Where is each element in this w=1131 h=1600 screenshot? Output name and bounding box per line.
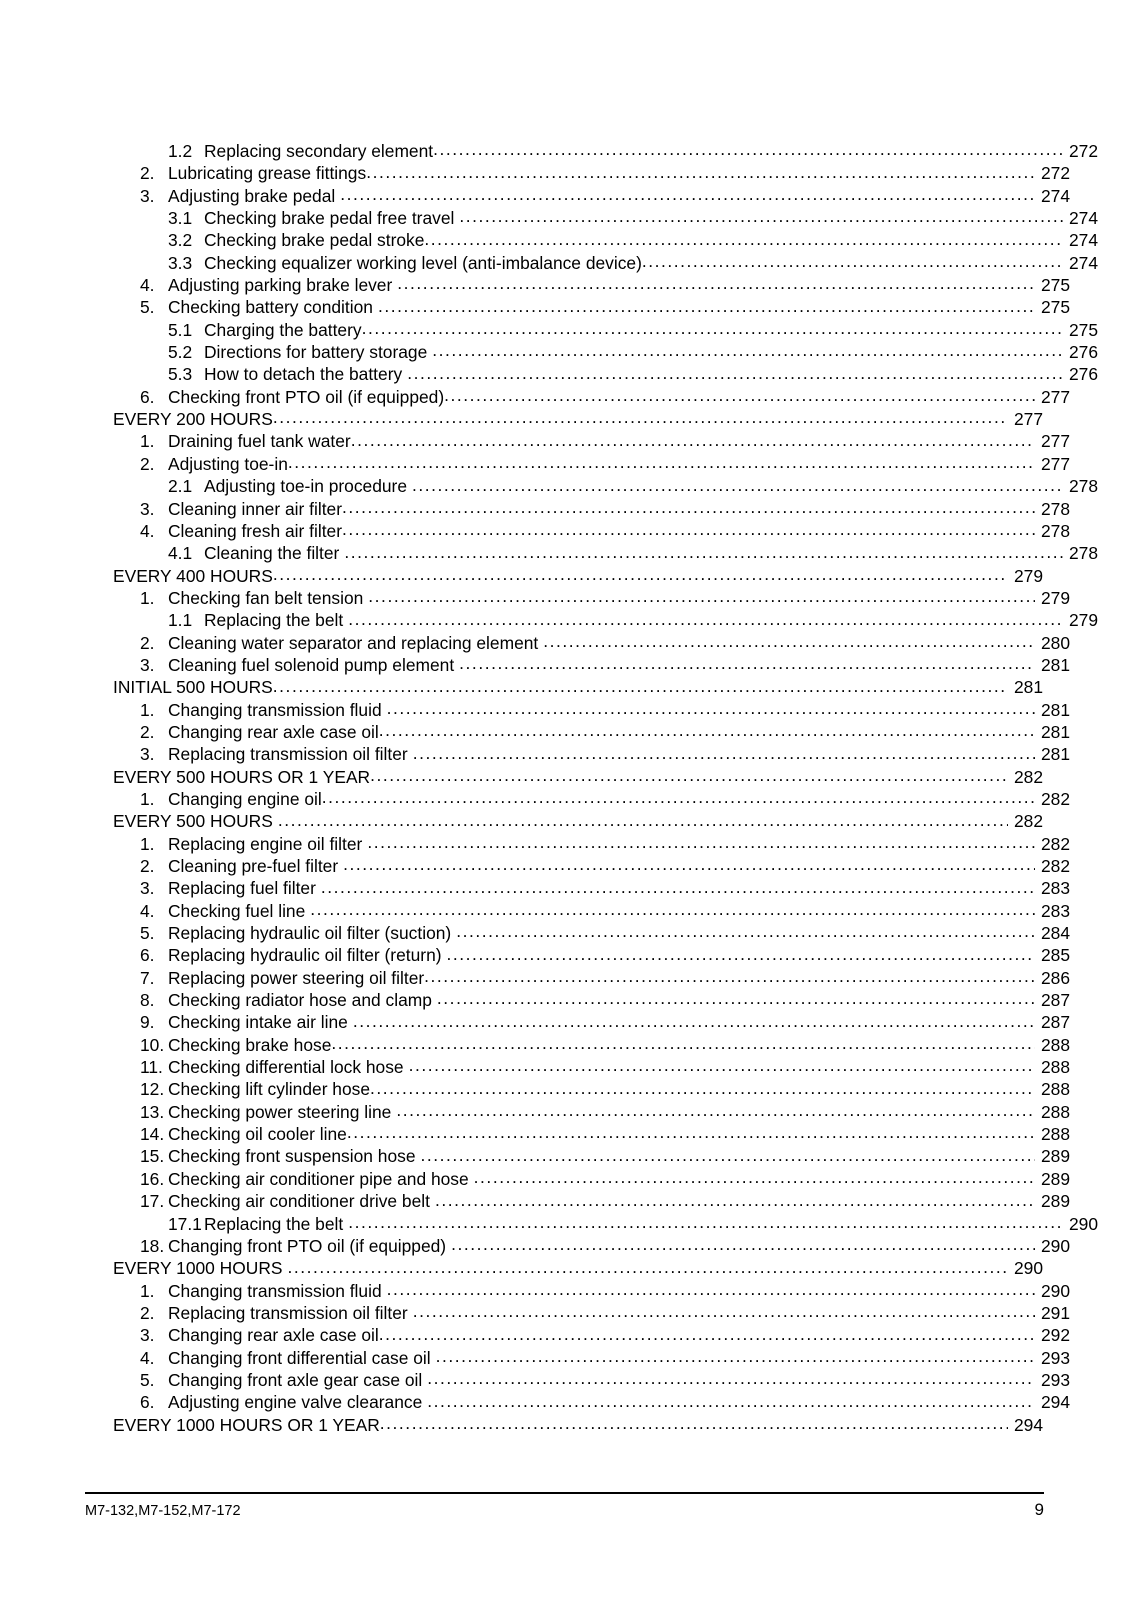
toc-entry[interactable] [113,274,1070,296]
toc-dot-leader [409,1059,1035,1076]
toc-dot-leader [273,568,1008,585]
toc-entry-label: Checking battery condition [168,297,373,318]
toc-entry-label: Changing engine oil [168,788,322,809]
toc-entry-number: 5. [140,297,155,318]
toc-entry-page: 277 [1040,431,1070,452]
toc-entry-page: 282 [1040,856,1070,876]
toc-entry-label: Replacing hydraulic oil filter (return) [168,945,442,966]
toc-entry-page: 276 [1068,342,1098,363]
toc-entry-label: Cleaning inner air filter [168,498,342,519]
toc-entry-number: 17.1 [168,1213,202,1234]
toc-entry[interactable] [113,1056,1070,1078]
toc-dot-leader [331,1037,1035,1054]
toc-entry-label: Checking differential lock hose [168,1057,404,1078]
toc-entry[interactable] [113,1145,1070,1167]
footer-divider [85,1492,1044,1494]
toc-entry-page: 277 [1040,386,1070,407]
toc-entry-label: Directions for battery storage [204,342,428,363]
toc-dot-leader [348,1216,1063,1233]
toc-entry-page: 294 [1040,1392,1070,1413]
toc-entry[interactable] [113,1034,1070,1056]
toc-entry[interactable] [113,1324,1070,1346]
toc-dot-leader [436,1350,1035,1367]
toc-dot-leader [321,881,1035,898]
toc-entry-page: 287 [1040,1012,1070,1033]
toc-entry[interactable] [113,654,1070,676]
toc-dot-leader [351,434,1035,451]
toc-entry-page: 288 [1040,1079,1070,1100]
toc-entry-page: 288 [1040,1124,1070,1145]
toc-entry-label: Charging the battery [204,319,362,340]
toc-entry-label: Checking fan belt tension [168,587,364,608]
toc-entry-page: 279 [1040,587,1070,608]
toc-dot-leader [370,1082,1035,1099]
toc-entry-label: Replacing fuel filter [168,878,316,899]
toc-entry-label: Adjusting parking brake lever [168,275,393,296]
toc-entry-page: 289 [1040,1168,1070,1189]
toc-entry-page: 288 [1040,1057,1070,1078]
toc-entry-label: How to detach the battery [204,364,403,385]
toc-entry-page: 278 [1068,476,1098,497]
toc-entry-number: 7. [140,967,155,988]
toc-entry-page: 283 [1040,900,1070,921]
toc-dot-leader [427,1395,1035,1412]
toc-dot-leader [362,322,1063,339]
toc-entry-number: 5.1 [168,319,193,340]
toc-entry-page: 281 [1040,744,1070,765]
toc-entry-number: 4. [140,1347,155,1368]
toc-dot-leader [342,501,1035,518]
toc-dot-leader [642,255,1063,272]
toc-dot-leader [288,456,1035,473]
toc-entry-label: Checking air conditioner pipe and hose [168,1168,469,1189]
toc-entry-number: 10. [140,1034,165,1055]
toc-dot-leader [380,1417,1008,1434]
toc-entry-label: Changing transmission fluid [168,699,382,720]
toc-entry-number: 2.1 [168,476,193,497]
toc-entry-number: 1.2 [168,141,193,161]
toc-entry-page: 292 [1040,1325,1070,1346]
toc-entry-number: 3.1 [168,208,193,229]
toc-entry-label: Checking brake pedal stroke [204,230,425,251]
toc-entry[interactable] [113,430,1070,452]
toc-entry-page: 272 [1068,141,1098,161]
toc-entry-label: Checking air conditioner drive belt [168,1191,430,1212]
toc-entry-page: 275 [1040,275,1070,296]
toc-dot-leader [396,1104,1035,1121]
toc-entry[interactable] [113,520,1070,542]
toc-entry-page: 290 [1040,1235,1070,1256]
toc-entry-number: 5. [140,1369,155,1390]
toc-dot-leader [322,791,1035,808]
toc-dot-leader [379,1328,1035,1345]
toc-entry-label: Adjusting toe-in procedure [204,476,408,497]
toc-entry-number: 4.1 [168,543,193,564]
toc-entry[interactable] [113,1168,1070,1190]
toc-entry-label: Adjusting brake pedal [168,185,336,206]
toc-entry-page: 281 [1040,699,1070,720]
toc-entry[interactable] [113,632,1070,654]
toc-dot-leader [427,1372,1035,1389]
toc-entry-page: 286 [1040,967,1070,988]
toc-dot-leader [366,166,1035,183]
toc-entry[interactable] [113,229,1098,251]
toc-entry-page: 288 [1040,1101,1070,1122]
toc-entry-label: Changing rear axle case oil [168,1325,379,1346]
toc-entry-number: 3. [140,498,155,519]
toc-entry-label: EVERY 200 HOURS [113,409,273,430]
toc-entry-label: Replacing secondary element [204,141,434,161]
toc-entry[interactable] [113,1213,1098,1235]
toc-entry[interactable] [113,587,1070,609]
toc-entry-number: 2. [140,721,155,742]
toc-entry[interactable] [113,1078,1070,1100]
toc-dot-leader [456,925,1035,942]
toc-entry-label: Replacing the belt [204,610,344,631]
toc-entry[interactable] [113,319,1098,341]
toc-dot-leader [379,724,1035,741]
toc-entry-label: Checking intake air line [168,1012,348,1033]
toc-entry[interactable] [113,296,1070,318]
toc-entry-page: 276 [1068,364,1098,385]
toc-entry-label: Checking equalizer working level (anti-imbalance device) [204,252,642,273]
toc-entry-number: 11. [140,1057,163,1078]
toc-entry-number: 3. [140,185,155,206]
toc-entry-page: 274 [1068,252,1098,273]
toc-entry-number: 1. [140,699,155,720]
toc-entry-page: 284 [1040,923,1070,944]
toc-dot-leader [367,836,1035,853]
toc-entry[interactable] [113,1190,1070,1212]
toc-entry-page: 277 [1040,453,1070,474]
toc-entry-label: EVERY 400 HOURS [113,565,273,586]
toc-entry-page: 274 [1040,185,1070,206]
toc-entry-page: 275 [1068,319,1098,340]
toc-entry[interactable] [113,542,1098,564]
toc-dot-leader [273,411,1008,428]
toc-entry-number: 5. [140,923,155,944]
toc-entry-label: Cleaning fresh air filter [168,520,342,541]
toc-entry-page: 277 [1013,409,1043,430]
toc-entry-page: 279 [1013,565,1043,586]
toc-dot-leader [407,367,1063,384]
toc-entry[interactable] [113,162,1070,184]
toc-entry-page: 289 [1040,1146,1070,1167]
toc-entry[interactable] [113,922,1070,944]
toc-entry[interactable] [113,1257,1043,1279]
toc-entry[interactable] [113,944,1070,966]
table-of-contents [113,140,1098,1436]
toc-dot-leader [413,747,1035,764]
toc-dot-leader [368,590,1035,607]
toc-entry-label: Checking lift cylinder hose [168,1079,371,1100]
toc-entry[interactable] [113,609,1098,631]
toc-entry[interactable] [113,1302,1070,1324]
toc-entry-number: 17. [140,1191,165,1212]
toc-dot-leader [433,143,1063,160]
toc-entry-number: 9. [140,1012,155,1033]
toc-entry-label: Checking fuel line [168,900,306,921]
toc-entry-number: 2. [140,453,155,474]
toc-entry-label: Replacing power steering oil filter [168,967,425,988]
toc-entry-page: 274 [1068,230,1098,251]
toc-dot-leader [543,635,1035,652]
toc-entry-number: 2. [140,856,155,876]
toc-entry-number: 3. [140,1325,155,1346]
toc-entry-number: 2. [140,1302,155,1323]
toc-entry-label: Replacing engine oil filter [168,833,363,854]
toc-entry-number: 4. [140,275,155,296]
toc-entry-page: 280 [1040,632,1070,653]
toc-entry-number: 3. [140,744,155,765]
toc-entry-label: Changing front PTO oil (if equipped) [168,1235,447,1256]
toc-entry-number: 1. [140,788,155,809]
toc-entry-number: 6. [140,945,155,966]
toc-entry-label: Checking brake hose [168,1034,332,1055]
toc-entry-number: 1. [140,431,155,452]
toc-dot-leader [370,769,1008,786]
toc-dot-leader [413,1305,1035,1322]
toc-entry[interactable] [113,565,1043,587]
toc-entry-page: 290 [1040,1280,1070,1301]
toc-entry-number: 1. [140,1280,155,1301]
toc-entry-label: Replacing transmission oil filter [168,744,408,765]
toc-entry-number: 16. [140,1168,165,1189]
toc-entry[interactable] [113,1369,1070,1391]
toc-entry-number: 6. [140,1392,155,1413]
toc-entry-number: 3. [140,878,155,899]
toc-entry-page: 275 [1040,297,1070,318]
toc-entry-label: Replacing transmission oil filter [168,1302,408,1323]
toc-entry[interactable] [113,185,1070,207]
toc-entry-label: Checking front PTO oil (if equipped) [168,386,445,407]
toc-entry-number: 3. [140,654,155,675]
toc-dot-leader [387,1283,1035,1300]
toc-entry[interactable] [113,1101,1070,1123]
toc-entry-label: Cleaning pre-fuel filter [168,856,339,876]
toc-entry-page: 282 [1013,811,1043,832]
toc-dot-leader [459,657,1035,674]
toc-entry[interactable] [113,408,1043,430]
toc-entry[interactable] [113,1414,1043,1436]
toc-entry-label: Changing front axle gear case oil [168,1369,423,1390]
toc-entry-label: EVERY 1000 HOURS OR 1 YEAR [113,1414,380,1435]
toc-entry-page: 282 [1013,766,1043,787]
toc-entry[interactable] [113,207,1098,229]
toc-entry-number: 1. [140,587,155,608]
toc-entry-number: 3.2 [168,230,193,251]
toc-entry-page: 288 [1040,1034,1070,1055]
toc-entry-number: 4. [140,900,155,921]
toc-entry[interactable] [113,140,1098,162]
toc-dot-leader [342,523,1035,540]
toc-entry-number: 15. [140,1146,165,1167]
toc-entry-label: Checking front suspension hose [168,1146,416,1167]
toc-entry-label: Checking power steering line [168,1101,392,1122]
toc-entry-page: 279 [1068,610,1098,631]
toc-dot-leader [287,1261,1008,1278]
toc-entry-label: Changing front differential case oil [168,1347,431,1368]
page-number: 9 [1034,1500,1044,1519]
toc-dot-leader [343,858,1035,875]
toc-entry[interactable] [113,498,1070,520]
toc-dot-leader [432,344,1063,361]
toc-entry-page: 281 [1040,721,1070,742]
toc-entry-number: 5.3 [168,364,193,385]
toc-entry-label: EVERY 500 HOURS OR 1 YEAR [113,766,371,787]
toc-entry[interactable] [113,877,1070,899]
toc-entry-page: 283 [1040,878,1070,899]
toc-entry[interactable] [113,1123,1070,1145]
toc-dot-leader [424,970,1035,987]
toc-entry-number: 4. [140,520,155,541]
toc-entry-label: Replacing hydraulic oil filter (suction) [168,923,452,944]
toc-entry[interactable] [113,766,1043,788]
toc-entry-label: Replacing the belt [204,1213,344,1234]
toc-entry[interactable] [113,341,1098,363]
toc-entry-label: Checking radiator hose and clamp [168,990,432,1011]
toc-entry[interactable] [113,1391,1070,1413]
toc-entry-label: Cleaning water separator and replacing element [168,632,539,653]
page-footer [85,1500,1044,1521]
toc-entry[interactable] [113,900,1070,922]
toc-entry-number: 6. [140,386,155,407]
toc-entry[interactable] [113,1011,1070,1033]
toc-entry-label: Adjusting engine valve clearance [168,1392,423,1413]
toc-entry[interactable] [113,833,1070,855]
toc-entry-page: 281 [1013,677,1043,698]
toc-entry-page: 278 [1040,498,1070,519]
toc-dot-leader [310,903,1035,920]
toc-dot-leader [273,680,1008,697]
toc-entry[interactable] [113,475,1098,497]
toc-dot-leader [387,702,1035,719]
toc-entry-page: 278 [1040,520,1070,541]
toc-entry-page: 281 [1040,654,1070,675]
toc-entry-label: Checking oil cooler line [168,1124,347,1145]
toc-entry-label: Cleaning the filter [204,543,340,564]
toc-dot-leader [353,1015,1035,1032]
toc-entry-number: 1.1 [168,610,193,631]
toc-entry-label: Changing rear axle case oil [168,721,379,742]
toc-entry-number: 13. [140,1101,165,1122]
toc-entry-label: Adjusting toe-in [168,453,288,474]
toc-entry[interactable] [113,453,1070,475]
toc-entry[interactable] [113,855,1070,877]
toc-dot-leader [378,300,1035,317]
toc-dot-leader [444,389,1035,406]
toc-entry[interactable] [113,1235,1070,1257]
toc-entry[interactable] [113,967,1070,989]
toc-entry[interactable] [113,699,1070,721]
toc-entry-number: 18. [140,1235,165,1256]
toc-entry-number: 14. [140,1124,165,1145]
toc-entry-page: 285 [1040,945,1070,966]
toc-entry-label: Cleaning fuel solenoid pump element [168,654,455,675]
toc-entry-page: 287 [1040,990,1070,1011]
toc-dot-leader [348,613,1063,630]
toc-entry-number: 12. [140,1079,165,1100]
toc-entry-page: 291 [1040,1302,1070,1323]
toc-dot-leader [474,1171,1035,1188]
toc-dot-leader [421,1149,1036,1166]
toc-entry-page: 294 [1013,1414,1043,1435]
toc-entry-page: 278 [1068,543,1098,564]
toc-entry-page: 290 [1013,1258,1043,1279]
toc-entry-label: Checking brake pedal free travel [204,208,455,229]
toc-entry-label: EVERY 500 HOURS [113,811,273,832]
toc-dot-leader [437,992,1035,1009]
toc-entry[interactable] [113,363,1098,385]
toc-dot-leader [459,210,1063,227]
toc-entry[interactable] [113,252,1098,274]
toc-dot-leader [397,277,1035,294]
toc-entry-page: 290 [1068,1213,1098,1234]
toc-entry-number: 2. [140,632,155,653]
toc-entry-label: Lubricating grease fittings [168,163,367,184]
footer-model-numbers: M7-132,M7-152,M7-172 [85,1503,241,1519]
toc-entry[interactable] [113,743,1070,765]
toc-entry-number: 8. [140,990,155,1011]
toc-dot-leader [424,233,1063,250]
toc-entry-page: 289 [1040,1191,1070,1212]
toc-entry-page: 293 [1040,1369,1070,1390]
toc-dot-leader [344,546,1063,563]
toc-entry[interactable] [113,386,1070,408]
toc-dot-leader [340,188,1035,205]
toc-entry-label: EVERY 1000 HOURS [113,1258,283,1279]
toc-dot-leader [278,814,1008,831]
toc-entry-label: Changing transmission fluid [168,1280,382,1301]
toc-entry[interactable] [113,1280,1070,1302]
toc-entry-number: 5.2 [168,342,193,363]
toc-entry-page: 272 [1040,163,1070,184]
toc-entry[interactable] [113,788,1070,810]
toc-entry-page: 282 [1040,788,1070,809]
toc-dot-leader [347,1126,1035,1143]
toc-entry[interactable] [113,810,1043,832]
toc-entry[interactable] [113,1347,1070,1369]
toc-dot-leader [447,948,1035,965]
toc-entry[interactable] [113,721,1070,743]
toc-dot-leader [412,479,1063,496]
toc-entry[interactable] [113,989,1070,1011]
toc-entry-page: 282 [1040,833,1070,854]
toc-entry-page: 293 [1040,1347,1070,1368]
toc-entry-label: Draining fuel tank water [168,431,351,452]
toc-entry-page: 274 [1068,208,1098,229]
toc-entry-number: 2. [140,163,155,184]
toc-dot-leader [435,1194,1035,1211]
toc-dot-leader [451,1238,1035,1255]
toc-entry-number: 1. [140,833,155,854]
toc-entry-number: 3.3 [168,252,193,273]
toc-entry-label: INITIAL 500 HOURS [113,677,273,698]
toc-entry[interactable] [113,676,1043,698]
